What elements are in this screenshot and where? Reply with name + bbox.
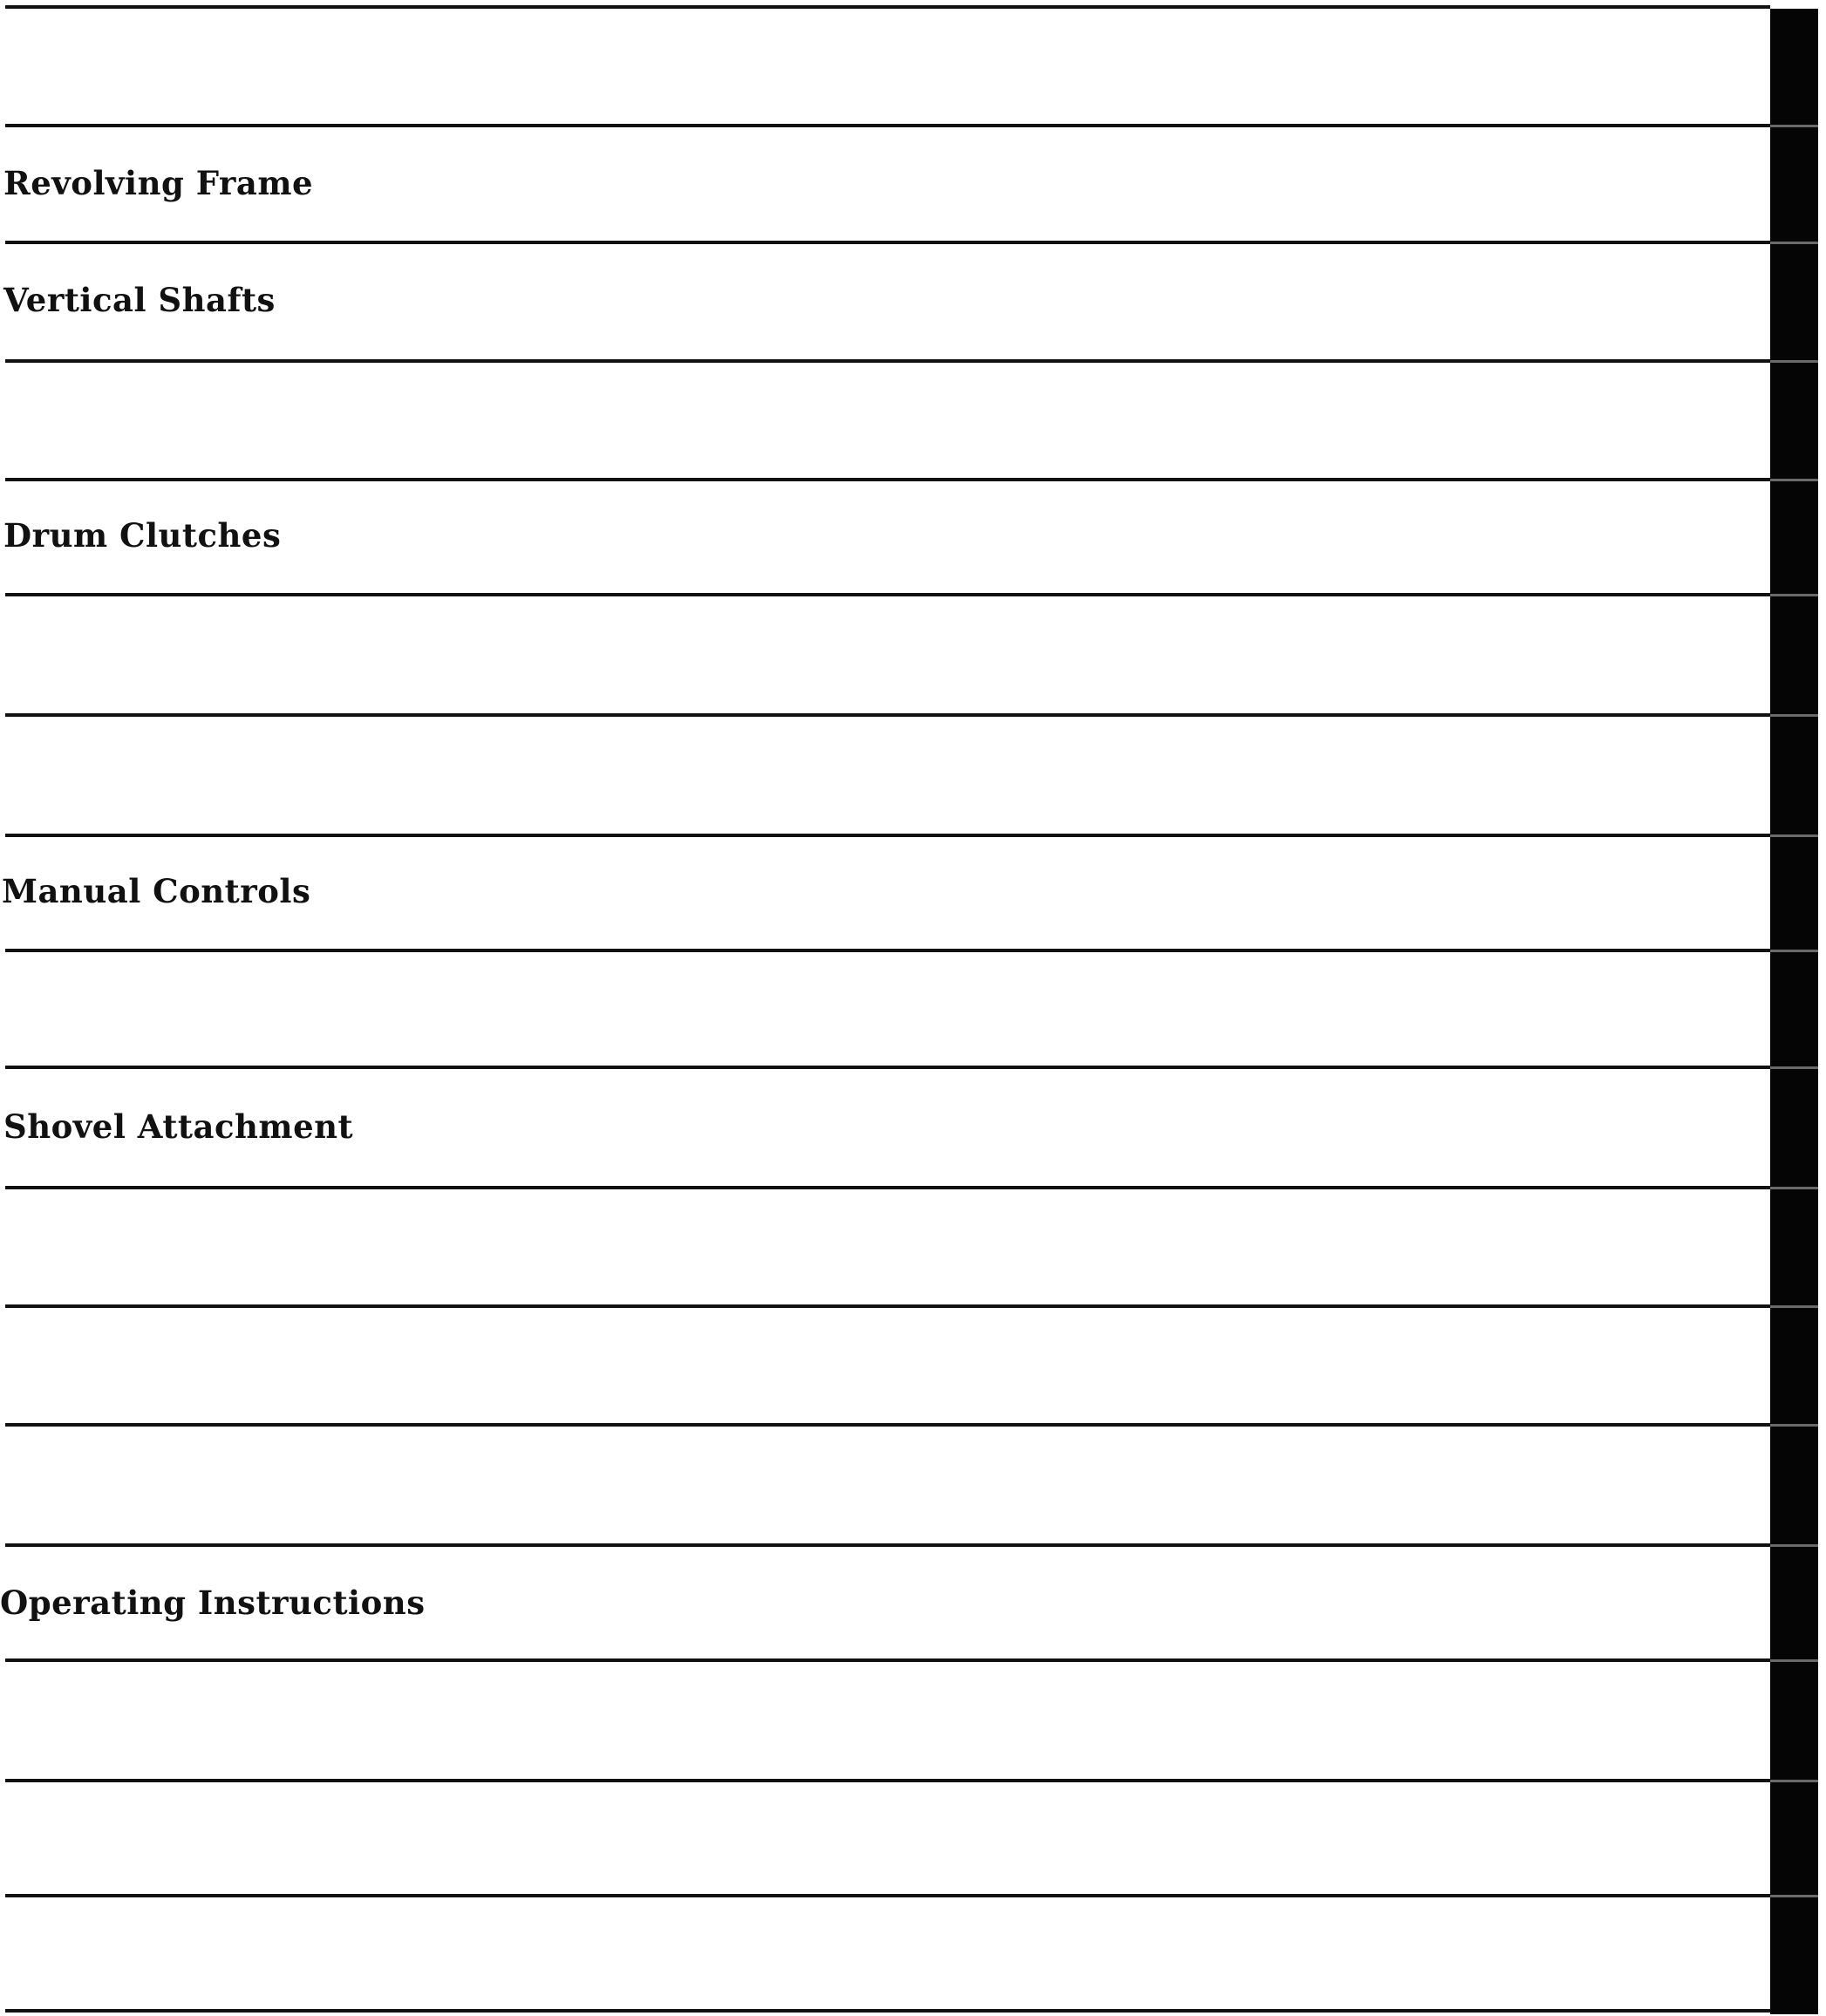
index-tab-3[interactable] [1770,244,1818,361]
index-tab-13[interactable] [1770,1427,1818,1545]
index-tab-17[interactable] [1770,1897,1818,2014]
index-row-manual-controls[interactable] [0,835,1770,949]
section-label-revolving-frame: Revolving Frame [3,164,314,202]
index-row-revolving-frame[interactable] [0,126,1770,241]
index-tab-strip [1770,9,1818,2014]
index-tab-6[interactable] [1770,596,1818,715]
index-row-4[interactable] [0,361,1770,478]
index-tab-2[interactable] [1770,127,1818,242]
index-tab-12[interactable] [1770,1308,1818,1425]
index-tab-10[interactable] [1770,1069,1818,1188]
index-row-17[interactable] [0,1896,1770,2009]
index-row-vertical-shafts[interactable] [0,242,1770,359]
section-label-operating-instructions: Operating Instructions [0,1584,426,1622]
index-row-6[interactable] [0,595,1770,713]
index-row-11[interactable] [0,1188,1770,1304]
index-tab-9[interactable] [1770,952,1818,1067]
index-row-1[interactable] [0,7,1770,124]
index-row-12[interactable] [0,1306,1770,1423]
index-tab-5[interactable] [1770,481,1818,595]
section-label-drum-clutches: Drum Clutches [3,516,282,555]
index-tab-4[interactable] [1770,363,1818,480]
index-row-operating-instructions[interactable] [0,1545,1770,1658]
index-tab-7[interactable] [1770,717,1818,835]
rule-bottom [5,2009,1770,2013]
index-row-16[interactable] [0,1781,1770,1894]
index-row-15[interactable] [0,1660,1770,1779]
index-tab-11[interactable] [1770,1189,1818,1306]
index-tab-14[interactable] [1770,1547,1818,1660]
index-tab-1[interactable] [1770,9,1818,126]
index-tab-15[interactable] [1770,1662,1818,1781]
index-row-shovel-attachment[interactable] [0,1067,1770,1186]
index-row-9[interactable] [0,950,1770,1066]
section-label-manual-controls: Manual Controls [2,872,311,910]
index-tab-8[interactable] [1770,837,1818,950]
index-row-13[interactable] [0,1425,1770,1543]
index-row-7[interactable] [0,715,1770,834]
index-tab-16[interactable] [1770,1782,1818,1896]
section-label-shovel-attachment: Shovel Attachment [3,1107,354,1146]
section-label-vertical-shafts: Vertical Shafts [3,281,276,319]
index-row-drum-clutches[interactable] [0,480,1770,593]
